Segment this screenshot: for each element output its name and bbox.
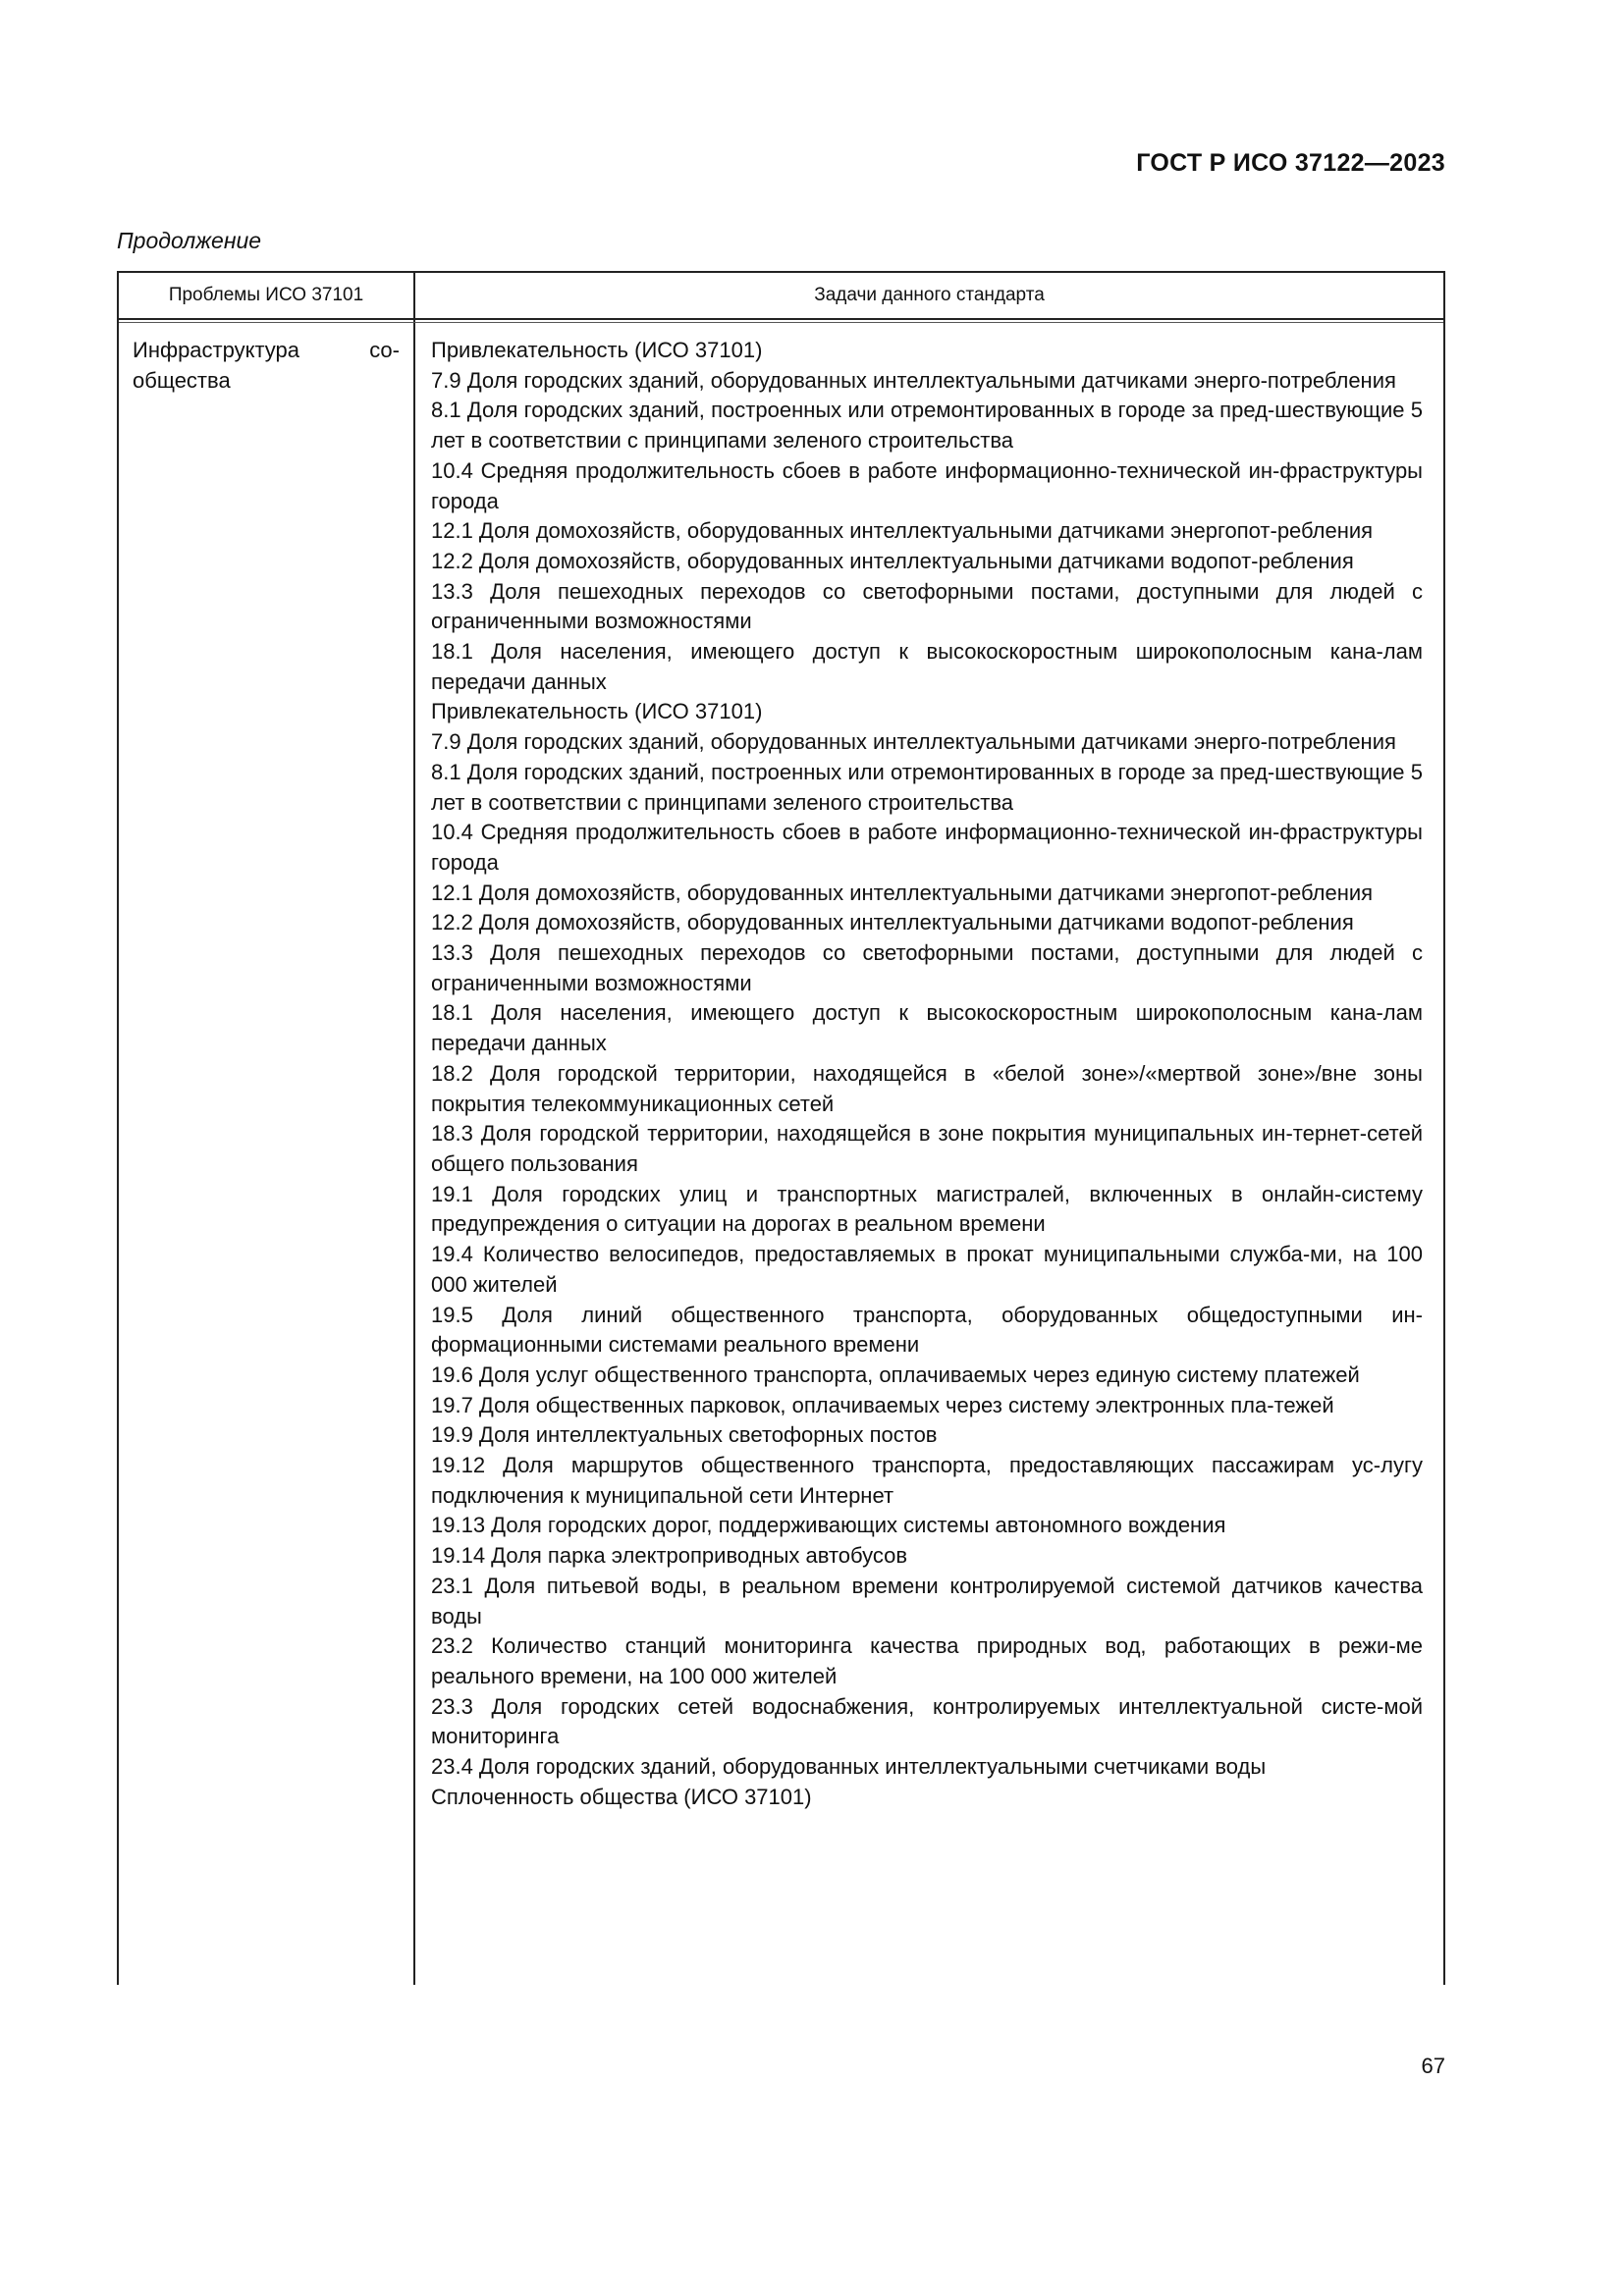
task-item: 23.4 Доля городских зданий, оборудованных интеллектуальными счетчиками воды	[431, 1754, 1267, 1780]
tasks-cell	[431, 336, 1423, 1812]
task-item: 19.7 Доля общественных парковок, оплачиваемых через систему электронных пла-тежей	[431, 1392, 1334, 1417]
task-item: 7.9 Доля городских зданий, оборудованных интеллектуальными датчиками энерго-потребления	[431, 367, 1396, 393]
task-item: Привлекательность (ИСО 37101)	[431, 699, 763, 724]
task-item: 8.1 Доля городских зданий, построенных или отремонтированных в городе за пред-шествующие 5 лет в соответствии с принципами зеленого строительства	[431, 759, 1423, 815]
task-item: 12.2 Доля домохозяйств, оборудованных интеллектуальными датчиками водопот-ребления	[431, 548, 1354, 573]
problem-word-1: Инфраструктура	[133, 338, 300, 362]
task-item: 18.1 Доля населения, имеющего доступ к высокоскоростным широкополосным кана-лам передачи данных	[431, 639, 1423, 694]
task-item: 19.14 Доля парка электроприводных автобусов	[431, 1543, 908, 1569]
task-item: 19.9 Доля интеллектуальных светофорных постов	[431, 1422, 938, 1448]
task-item: 13.3 Доля пешеходных переходов со светофорными постами, доступными для людей с ограниченными возможностями	[431, 578, 1423, 634]
task-item: 19.5 Доля линий общественного транспорта, оборудованных общедоступными ин-формационными системами реального времени	[431, 1302, 1423, 1358]
task-item: 19.12 Доля маршрутов общественного транспорта, предоставляющих пассажирам ус-лугу подключения к муниципальной сети Интернет	[431, 1453, 1423, 1508]
task-item: 18.2 Доля городской территории, находящейся в «белой зоне»/«мертвой зоне»/вне зоны покрытия телекоммуникационных сетей	[431, 1060, 1423, 1116]
task-item: 12.2 Доля домохозяйств, оборудованных интеллектуальными датчиками водопот-ребления	[431, 910, 1354, 935]
problem-cell	[133, 336, 400, 396]
problem-word-3: общества	[133, 367, 231, 393]
task-item: 10.4 Средняя продолжительность сбоев в работе информационно-технической ин-фраструктуры города	[431, 820, 1423, 875]
task-item: 18.1 Доля населения, имеющего доступ к высокоскоростным широкополосным кана-лам передачи данных	[431, 1000, 1423, 1056]
task-item: 19.6 Доля услуг общественного транспорта, оплачиваемых через единую систему платежей	[431, 1362, 1360, 1387]
standards-table	[117, 271, 1445, 1985]
task-item: 12.1 Доля домохозяйств, оборудованных интеллектуальными датчиками энергопот-ребления	[431, 880, 1374, 905]
continuation-label: Продолжение	[117, 228, 262, 253]
table-header-row	[119, 273, 1443, 320]
column-header-problems: Проблемы ИСО 37101	[168, 285, 364, 305]
problem-word-2: со-	[369, 338, 400, 362]
column-header-tasks: Задачи данного стандарта	[814, 285, 1045, 305]
task-item: 19.4 Количество велосипедов, предоставляемых в прокат муниципальными служба-ми, на 100 000 жителей	[431, 1242, 1423, 1297]
task-item: 23.1 Доля питьевой воды, в реальном времени контролируемой системой датчиков качества воды	[431, 1573, 1423, 1629]
task-item: Привлекательность (ИСО 37101)	[431, 338, 763, 362]
header-double-rule	[119, 322, 1443, 323]
task-item: 19.1 Доля городских улиц и транспортных магистралей, включенных в онлайн-систему предупреждения о ситуации на дорогах в реальном времени	[431, 1181, 1423, 1237]
task-item: 13.3 Доля пешеходных переходов со светофорными постами, доступными для людей с ограниченными возможностями	[431, 940, 1423, 995]
task-item: 7.9 Доля городских зданий, оборудованных интеллектуальными датчиками энерго-потребления	[431, 729, 1396, 755]
task-item: Сплоченность общества (ИСО 37101)	[431, 1784, 812, 1809]
task-item: 23.2 Количество станций мониторинга качества природных вод, работающих в режи-ме реального времени, на 100 000 жителей	[431, 1633, 1423, 1688]
task-item: 8.1 Доля городских зданий, построенных или отремонтированных в городе за пред-шествующие 5 лет в соответствии с принципами зеленого строительства	[431, 398, 1423, 454]
document-code: ГОСТ Р ИСО 37122—2023	[1136, 149, 1445, 177]
task-item: 23.3 Доля городских сетей водоснабжения, контролируемых интеллектуальной систе-мой мониторинга	[431, 1693, 1423, 1749]
task-item: 18.3 Доля городской территории, находящейся в зоне покрытия муниципальных ин-тернет-сетей общего пользования	[431, 1121, 1423, 1176]
page-number: 67	[1421, 2054, 1445, 2078]
task-item: 19.13 Доля городских дорог, поддерживающих системы автономного вождения	[431, 1513, 1226, 1538]
task-item: 12.1 Доля домохозяйств, оборудованных интеллектуальными датчиками энергопот-ребления	[431, 518, 1374, 544]
task-item: 10.4 Средняя продолжительность сбоев в работе информационно-технической ин-фраструктуры города	[431, 457, 1423, 513]
column-divider	[413, 273, 415, 1985]
